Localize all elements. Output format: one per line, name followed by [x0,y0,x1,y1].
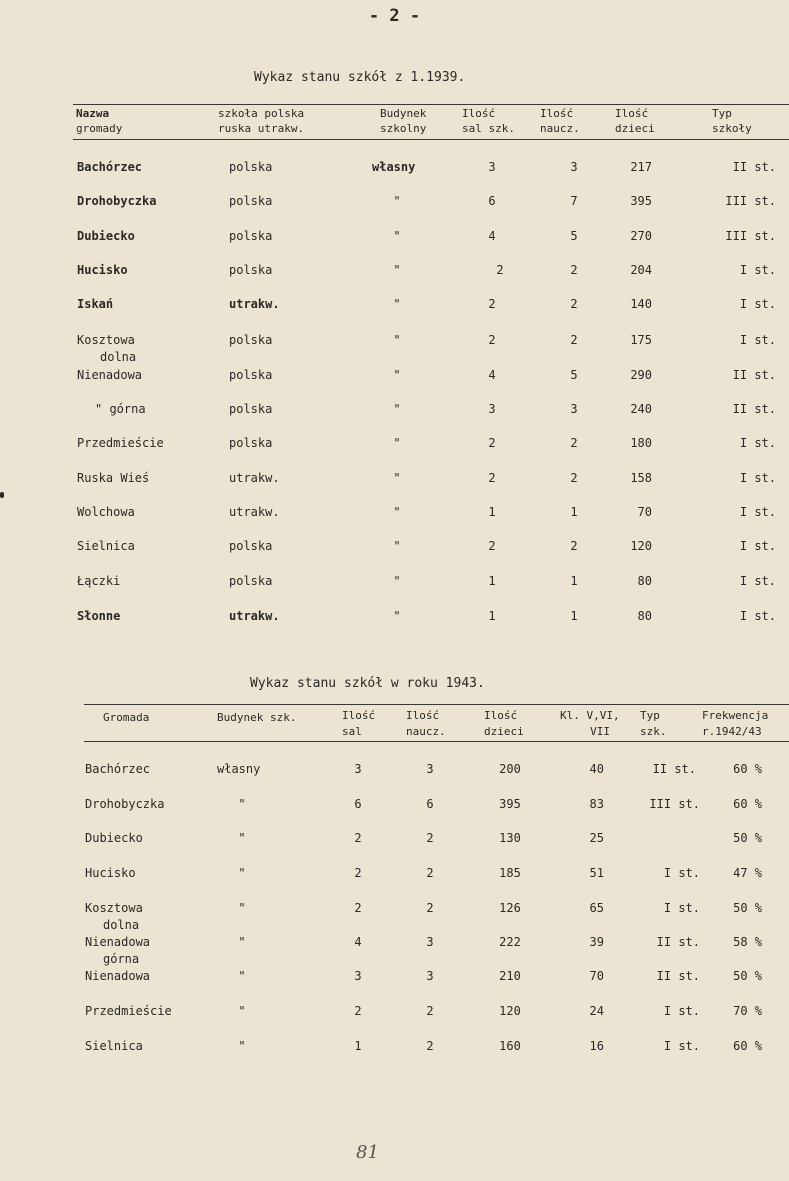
table2-cell-name: Hucisko [85,866,136,880]
table2-header-freq-1: Frekwencja [702,709,769,722]
table1-cell-building: " [393,229,401,243]
table2-cell-freq: 60 % [733,797,762,811]
table2-cell-children: 222 [499,935,521,949]
table2-header-school-1: Typ [640,709,660,722]
table2-cell-teachers: 2 [426,1039,434,1053]
table2-cell-upper: 40 [589,762,604,776]
table1-cell-name: Słonne [77,609,121,623]
table2-cell-upper: 24 [589,1004,604,1018]
table2-header-halls-1: Ilość [342,709,376,722]
table2-dolna-label: dolna [103,918,140,932]
table1-cell-type: polska [229,436,273,450]
table2-cell-teachers: 2 [426,866,434,880]
table1-dolna-label: dolna [100,350,137,364]
table1-cell-name: Kosztowa [77,333,135,347]
table1-cell-teachers: 1 [570,505,578,519]
table1-cell-building: " [393,471,401,485]
table2-cell-building: " [238,831,246,845]
table1-cell-building: " [393,609,401,623]
table2-cell-upper: 16 [589,1039,604,1053]
table2-cell-name: Przedmieście [85,1004,172,1018]
table1-header-type-2: ruska utrakw. [218,122,305,135]
table1-cell-building: " [393,505,401,519]
table1-header-teachers-1: Ilość [540,107,574,120]
table1-cell-name: Iskań [77,297,114,311]
table1-cell-teachers: 1 [570,609,578,623]
table1-cell-building: " [393,297,401,311]
table1-header-name-2: gromady [76,122,123,135]
table2-cell-building: " [238,901,246,915]
table1-cell-school: II st. [732,160,776,174]
table1-cell-children: 140 [630,297,652,311]
handwritten-archive-number: 81 [356,1142,379,1163]
table1-cell-halls: 2 [488,297,496,311]
table1-cell-type: polska [229,402,273,416]
table1-cell-teachers: 2 [570,263,578,277]
table1-cell-name: Sielnica [77,539,135,553]
table2-cell-name: Dubiecko [85,831,143,845]
table1-cell-school: I st. [739,471,776,485]
table2-cell-teachers: 2 [426,901,434,915]
table2-cell-freq: 47 % [733,866,762,880]
table2-cell-freq: 50 % [733,901,762,915]
table1-cell-halls: 1 [488,505,496,519]
table2-cell-school: III st. [649,797,700,811]
table2-cell-halls: 4 [354,935,362,949]
table2-cell-children: 130 [499,831,521,845]
table2-cell-upper: 70 [589,969,604,983]
table2-header-building: Budynek szk. [217,711,297,724]
table2-cell-children: 126 [499,901,521,915]
table1-cell-school: I st. [739,539,776,553]
table1-title: Wykaz stanu szkół z 1.1939. [254,70,466,85]
table2-cell-building: " [238,935,246,949]
table1-cell-halls: 2 [488,333,496,347]
table2-cell-teachers: 2 [426,1004,434,1018]
table1-cell-type: polska [229,229,273,243]
table1-cell-halls: 3 [488,160,496,174]
table1-cell-building: " [393,263,401,277]
table2-cell-halls: 2 [354,831,362,845]
table1-cell-children: 270 [630,229,652,243]
table1-cell-children: 70 [637,505,652,519]
table1-cell-name: Drohobyczka [77,194,157,208]
table1-cell-teachers: 5 [570,368,578,382]
table1-cell-building: " [393,333,401,347]
table2-cell-teachers: 3 [426,762,434,776]
table1-cell-type: polska [229,368,273,382]
table2-cell-name: Nienadowa [85,969,151,983]
table1-cell-teachers: 2 [570,436,578,450]
table1-cell-type: utrakw. [229,609,280,623]
table1-cell-school: II st. [732,402,776,416]
table1-cell-school: I st. [739,297,776,311]
table2-cell-building: " [238,866,246,880]
table1-cell-type: polska [229,263,273,277]
table1-cell-school: III st. [725,194,776,208]
table1-header-building-1: Budynek [380,107,427,120]
table2-header-upper-2: VII [590,725,610,738]
table1-cell-teachers: 2 [570,297,578,311]
table1-cell-halls: 2 [488,471,496,485]
table1-cell-children: 240 [630,402,652,416]
table2-header-teachers-2: naucz. [406,725,446,738]
table1-cell-school: I st. [739,436,776,450]
table2-cell-building: " [238,797,246,811]
table2-cell-halls: 3 [354,762,362,776]
table2-cell-children: 185 [499,866,521,880]
table2-cell-freq: 50 % [733,831,762,845]
table1-cell-children: 120 [630,539,652,553]
table2-cell-school: II st. [652,762,696,776]
table2-cell-children: 200 [499,762,521,776]
table1-header-teachers-2: naucz. [540,122,580,135]
table1-cell-children: 80 [637,574,652,588]
table2-cell-name: Sielnica [85,1039,143,1053]
table2-title: Wykaz stanu szkół w roku 1943. [250,676,485,691]
table1-cell-type: polska [229,160,273,174]
table1-cell-building: " [393,539,401,553]
table2-header-name: Gromada [103,711,150,724]
table1-header-children-1: Ilość [615,107,649,120]
table2-cell-building: " [238,1004,246,1018]
table2-cell-halls: 2 [354,901,362,915]
table1-header-rule [73,139,789,140]
table2-cell-children: 120 [499,1004,521,1018]
table1-cell-children: 80 [637,609,652,623]
table1-cell-school: I st. [739,609,776,623]
table1-cell-type: polska [229,194,273,208]
table1-header-halls-1: Ilość [462,107,496,120]
table2-cell-upper: 51 [589,866,604,880]
table2-cell-school: II st. [656,969,700,983]
table2-cell-halls: 1 [354,1039,362,1053]
table1-cell-teachers: 7 [570,194,578,208]
table2-cell-teachers: 6 [426,797,434,811]
table1-cell-halls: 4 [488,229,496,243]
table2-cell-school: I st. [663,901,700,915]
table1-cell-halls: 1 [488,574,496,588]
table1-cell-type: utrakw. [229,471,280,485]
table2-cell-school: II st. [656,935,700,949]
table1-cell-name: Dubiecko [77,229,135,243]
table1-header-halls-2: sal szk. [462,122,515,135]
table1-cell-building: " [393,436,401,450]
table1-cell-name: Łączki [77,574,121,588]
table1-header-building-2: szkolny [380,122,427,135]
table1-cell-teachers: 1 [570,574,578,588]
table2-header-upper-1: Kl. V,VI, [560,709,620,722]
table2-cell-upper: 65 [589,901,604,915]
table1-header-name-1: Nazwa [76,107,110,120]
table1-header-children-2: dzieci [615,122,655,135]
table1-cell-children: 204 [630,263,652,277]
table2-header-children-1: Ilość [484,709,518,722]
table2-top-rule [84,704,789,705]
table1-cell-children: 290 [630,368,652,382]
table2-cell-name: Kosztowa [85,901,143,915]
table2-cell-freq: 58 % [733,935,762,949]
table1-cell-name: Bachórzec [77,160,143,174]
table1-cell-building: własny [372,160,416,174]
table2-cell-name: Drohobyczka [85,797,165,811]
table2-cell-children: 160 [499,1039,521,1053]
table1-cell-school: I st. [739,263,776,277]
table1-cell-children: 175 [630,333,652,347]
table1-cell-building: " [393,402,401,416]
table1-top-rule [73,104,789,105]
table1-cell-halls: 2 [496,263,504,277]
table2-cell-name: Bachórzec [85,762,151,776]
table1-cell-name: Nienadowa [77,368,143,382]
table1-cell-name: Przedmieście [77,436,164,450]
table2-cell-freq: 60 % [733,1039,762,1053]
page-number: - 2 - [368,6,421,26]
table1-header-type-1: szkoła polska [218,107,305,120]
table2-cell-halls: 2 [354,866,362,880]
table2-cell-building: " [238,969,246,983]
table1-header-school-2: szkoły [712,122,752,135]
table1-cell-halls: 6 [488,194,496,208]
table1-cell-children: 158 [630,471,652,485]
table2-header-rule [84,741,789,742]
table1-cell-teachers: 3 [570,160,578,174]
table2-cell-building: " [238,1039,246,1053]
table1-cell-type: polska [229,574,273,588]
table1-cell-type: polska [229,333,273,347]
margin-mark [0,492,4,498]
table1-cell-building: " [393,368,401,382]
table1-cell-type: utrakw. [229,505,280,519]
table2-cell-upper: 25 [589,831,604,845]
table2-cell-teachers: 3 [426,935,434,949]
table1-cell-building: " [393,194,401,208]
table1-header-school-1: Typ [712,107,732,120]
table1-cell-teachers: 2 [570,333,578,347]
table2-cell-school: I st. [663,1039,700,1053]
table2-header-halls-2: sal [342,725,362,738]
table1-cell-halls: 3 [488,402,496,416]
table2-cell-children: 210 [499,969,521,983]
table1-cell-halls: 2 [488,436,496,450]
table1-cell-halls: 4 [488,368,496,382]
table1-cell-school: II st. [732,368,776,382]
table2-cell-halls: 3 [354,969,362,983]
table1-cell-children: 217 [630,160,652,174]
table1-cell-teachers: 3 [570,402,578,416]
table1-cell-type: polska [229,539,273,553]
table2-cell-halls: 2 [354,1004,362,1018]
table2-header-freq-2: r.1942/43 [702,725,762,738]
table1-cell-school: III st. [725,229,776,243]
table1-cell-school: I st. [739,574,776,588]
table2-cell-freq: 60 % [733,762,762,776]
table2-cell-upper: 83 [589,797,604,811]
table2-cell-school: I st. [663,866,700,880]
table2-cell-freq: 50 % [733,969,762,983]
table2-cell-school: I st. [663,1004,700,1018]
table2-cell-freq: 70 % [733,1004,762,1018]
table1-cell-school: I st. [739,505,776,519]
table1-cell-halls: 2 [488,539,496,553]
table1-cell-building: " [393,574,401,588]
table2-header-children-2: dzieci [484,725,524,738]
table1-cell-name: " górna [95,402,146,416]
table1-cell-school: I st. [739,333,776,347]
table1-cell-name: Ruska Wieś [77,471,150,485]
table1-cell-children: 395 [630,194,652,208]
table1-cell-halls: 1 [488,609,496,623]
table1-cell-teachers: 2 [570,539,578,553]
table2-header-teachers-1: Ilość [406,709,440,722]
table1-cell-children: 180 [630,436,652,450]
table2-header-school-2: szk. [640,725,667,738]
table1-cell-teachers: 5 [570,229,578,243]
table2-gorna-label: górna [103,952,140,966]
table1-cell-type: utrakw. [229,297,280,311]
table2-cell-children: 395 [499,797,521,811]
table1-cell-name: Wolchowa [77,505,135,519]
table2-cell-name: Nienadowa [85,935,151,949]
table1-cell-name: Hucisko [77,263,128,277]
table2-cell-building: własny [217,762,261,776]
table2-cell-halls: 6 [354,797,362,811]
table2-cell-upper: 39 [589,935,604,949]
table1-cell-teachers: 2 [570,471,578,485]
table2-cell-teachers: 2 [426,831,434,845]
table2-cell-teachers: 3 [426,969,434,983]
